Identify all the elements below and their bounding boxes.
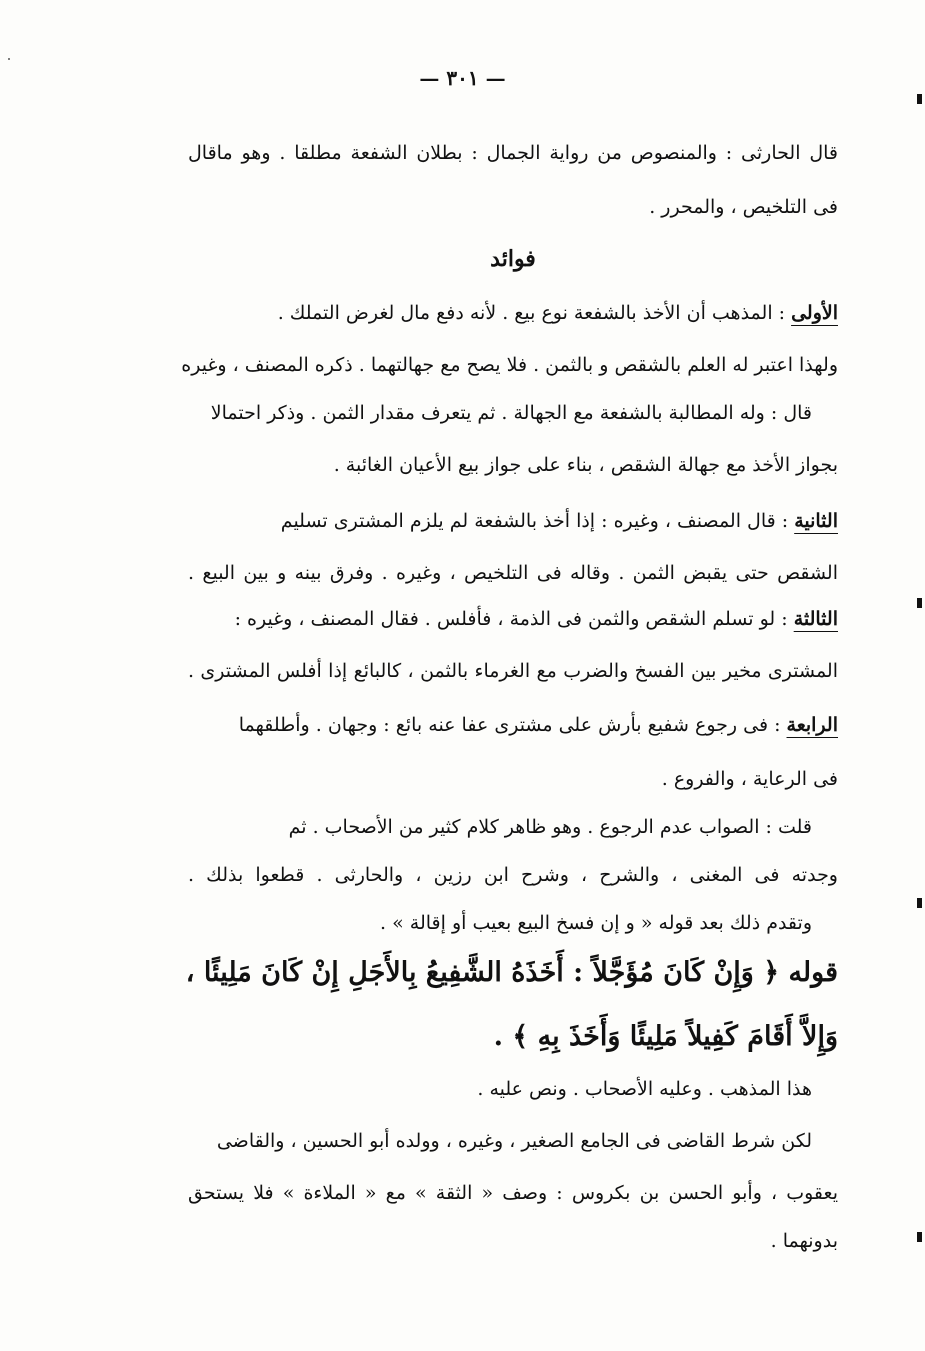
section-heading: فوائد	[490, 246, 536, 272]
text-line-18: هذا المذهب . وعليه الأصحاب . ونص عليه .	[477, 1078, 812, 1100]
text-line-3	[278, 298, 838, 328]
quoted-verse-part-2: وَإِلاَّ أَقَامَ كَفِيلاً مَلِيئًا وَأَخَذَ بِهِ ﴾ .	[493, 1021, 838, 1052]
note-label-first: الأولى	[791, 302, 838, 324]
text-line-13: قلت : الصواب عدم الرجوع . وهو ظاهر كلام كثير من الأصحاب . ثم	[288, 816, 812, 838]
quote-label: قوله	[788, 957, 838, 988]
text-line-16	[186, 958, 838, 988]
note-text-first: : المذهب أن الأخذ بالشفعة نوع بيع . لأنه دفع مال لغرض التملك .	[277, 302, 792, 324]
text-line-6: بجواز الأخذ مع جهالة الشقص ، بناء على جواز بيع الأعيان الغائبة .	[333, 454, 838, 476]
text-line-10: المشترى مخير بين الفسخ والضرب مع الغرماء بالثمن ، كالبائع إذا أفلس المشترى .	[188, 660, 838, 682]
text-line-1: قال الحارثى : والمنصوص من رواية الجمال : بطلان الشفعة مطلقا . وهو ماقال	[188, 142, 838, 164]
text-line-9	[235, 604, 838, 634]
note-label-third: الثالثة	[793, 608, 838, 630]
text-line-5: قال : وله المطالبة بالشفعة مع الجهالة . ثم يتعرف مقدار الثمن . وذكر احتمالا	[210, 402, 812, 424]
text-line-19: لكن شرط القاضى فى الجامع الصغير ، وغيره ، وولده أبو الحسين ، والقاضى	[216, 1130, 812, 1152]
scan-edge-mark	[917, 598, 922, 608]
text-line-2: فى التلخيص ، والمحرر .	[649, 196, 838, 218]
text-line-8: الشقص حتى يقبض الثمن . وقاله فى التلخيص ، وغيره . وفرق بينه و بين البيع .	[188, 562, 838, 584]
text-line-15: وتقدم ذلك بعد قوله « و إن فسخ البيع بعيب أو إقالة » .	[380, 912, 812, 934]
text-line-12: فى الرعاية ، والفروع .	[661, 768, 838, 790]
scan-edge-mark	[917, 898, 922, 908]
note-text-fourth: : فى رجوع شفيع بأرش على مشترى عفا عنه بائع : وجهان . وأطلقهما	[238, 714, 787, 736]
scan-speck	[8, 58, 10, 60]
note-text-third: : لو تسلم الشقص والثمن فى الذمة ، فأفلس . فقال المصنف ، وغيره :	[234, 608, 794, 630]
scan-edge-mark	[917, 94, 922, 104]
page-number: — ٣٠١ —	[419, 66, 506, 90]
scan-edge-mark	[917, 1232, 922, 1242]
text-line-7	[281, 506, 838, 536]
note-text-second: : قال المصنف ، وغيره : إذا أخذ بالشفعة لم يلزم المشترى تسليم	[280, 510, 795, 532]
text-line-20: يعقوب ، وأبو الحسن بن بكروس : وصف « الثقة » مع « الملاءة » فلا يستحق	[188, 1182, 838, 1204]
text-line-4: ولهذا اعتبر له العلم بالشقص و بالثمن . فلا يصح مع جهالتهما . ذكره المصنف ، وغيره	[181, 354, 838, 376]
text-line-14: وجدته فى المغنى ، والشرح ، وشرح ابن رزين ، والحارثى . قطعوا بذلك .	[188, 864, 838, 886]
note-label-fourth: الرابعة	[786, 714, 838, 736]
text-line-21: بدونهما .	[770, 1230, 838, 1252]
note-label-second: الثانية	[794, 510, 838, 532]
quoted-verse-part-1: ﴿ وَإِنْ كَانَ مُؤَجَّلاً : أَخَذَهُ الشَّفِيعُ بِالأَجَلِ إِنْ كَانَ مَلِيئًا ،	[185, 957, 789, 988]
text-line-11	[239, 710, 838, 740]
